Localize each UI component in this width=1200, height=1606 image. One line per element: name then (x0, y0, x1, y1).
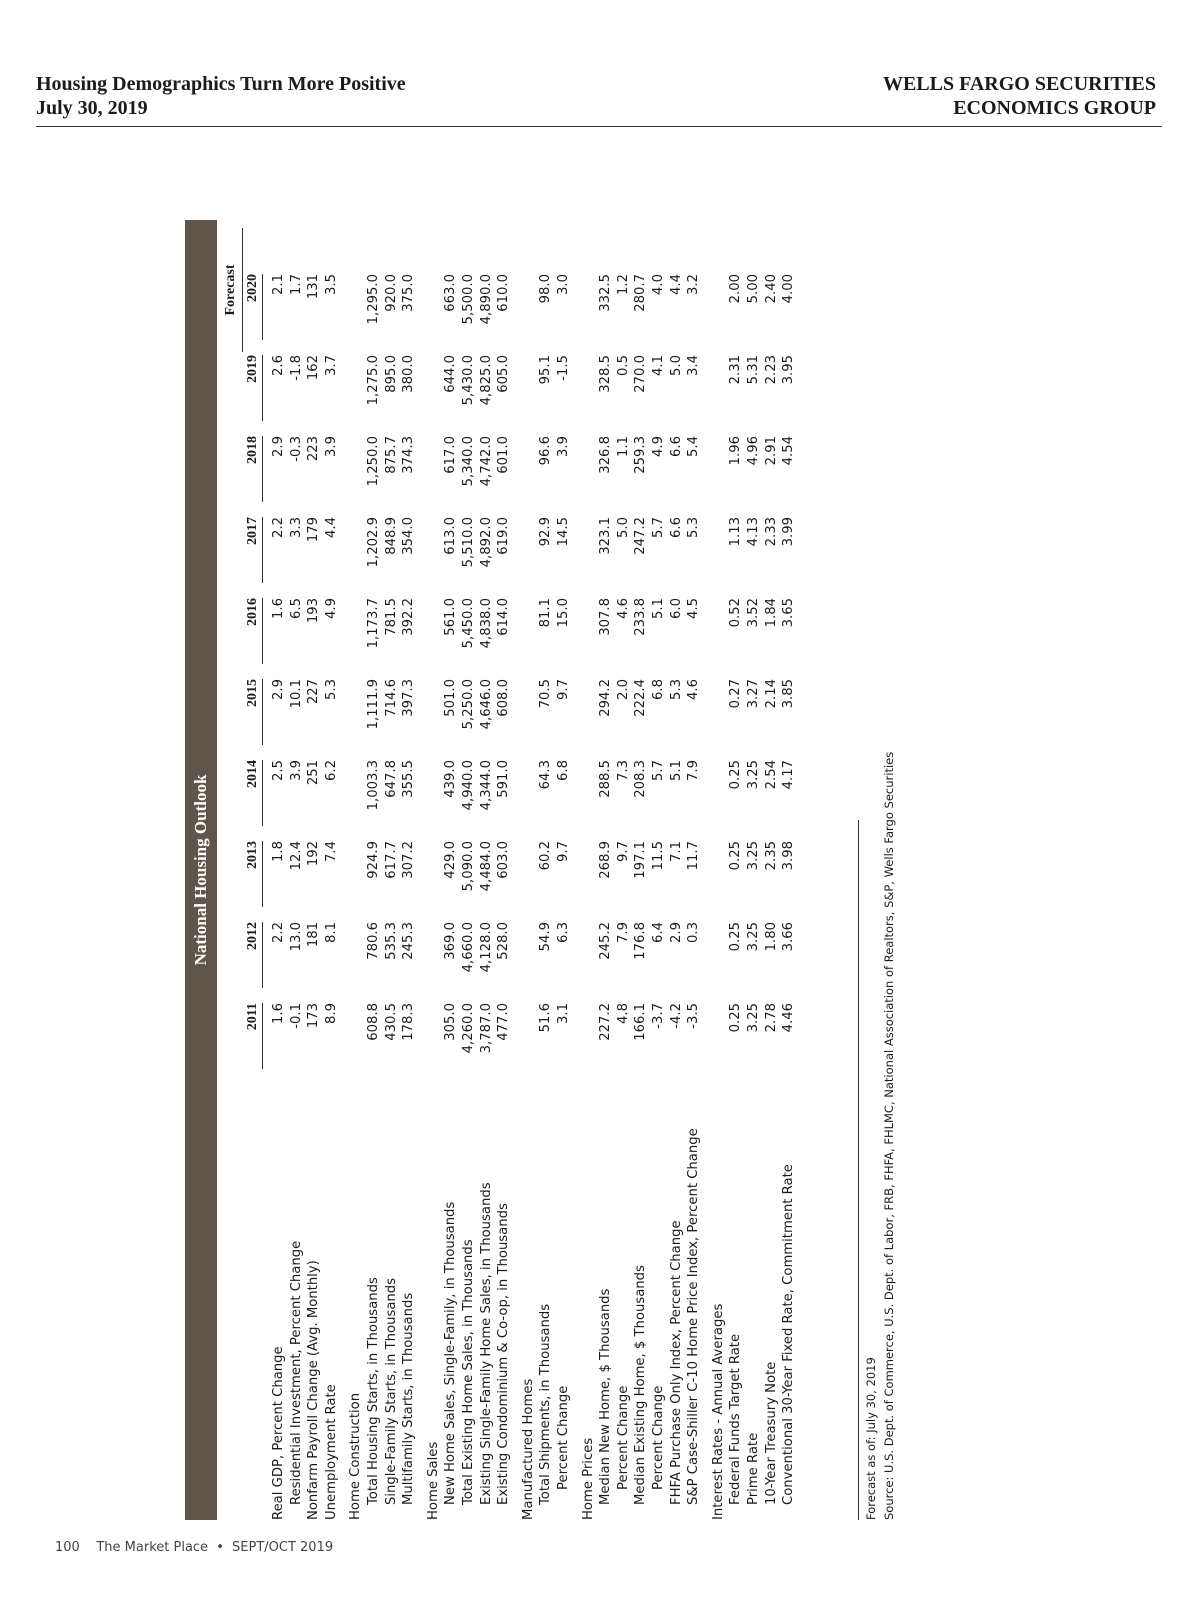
row-label: Median Existing Home, $ Thousands (633, 1265, 649, 1505)
table-cell: 4.4 (323, 517, 339, 538)
table-cell: 6.6 (668, 517, 684, 538)
table-cell: 245.2 (598, 922, 614, 960)
table-cell: 535.3 (383, 922, 399, 960)
table-cell: 2.2 (271, 922, 286, 943)
table-cell: -3.5 (686, 1003, 702, 1029)
document-title: Housing Demographics Turn More Positive (36, 73, 406, 95)
table-cell: 208.3 (633, 760, 649, 798)
row-label: Conventional 30-Year Fixed Rate, Commitment Rate (781, 1164, 797, 1505)
table-cell: 9.7 (556, 841, 571, 862)
table-cell: 5.31 (746, 355, 761, 385)
row-label: Median New Home, $ Thousands (598, 1288, 614, 1505)
table-cell: 92.9 (538, 517, 554, 547)
section-label: Home Construction (348, 1392, 364, 1520)
table-cell: 5,450.0 (461, 598, 476, 649)
table-cell: 7.9 (686, 760, 702, 781)
row-label: Prime Rate (746, 1432, 761, 1505)
table-cell: 610.0 (496, 274, 512, 312)
table-cell: 5,430.0 (461, 355, 476, 406)
table-cell: 4.46 (781, 1003, 797, 1033)
table-cell: 2.9 (271, 436, 286, 457)
table-cell: 233.8 (633, 598, 649, 636)
document-date: July 30, 2019 (36, 97, 148, 119)
table-cell: 6.6 (668, 436, 684, 457)
section-label: Home Sales (425, 1441, 441, 1520)
section-label: Manufactured Homes (520, 1378, 536, 1520)
table-title: National Housing Outlook (185, 220, 217, 1520)
table-cell: 2.40 (763, 274, 779, 304)
table-cell: 95.1 (538, 355, 554, 385)
year-header-2016: 2016 (245, 598, 263, 664)
table-cell: 614.0 (496, 598, 512, 636)
table-cell: 173 (306, 1003, 322, 1029)
year-header-2011: 2011 (245, 1003, 263, 1069)
table-cell: 4,838.0 (478, 598, 494, 649)
table-cell: 7.4 (323, 841, 339, 862)
table-bottom-divider (858, 820, 859, 1520)
table-cell: 4.5 (686, 598, 702, 619)
table-cell: 5.00 (746, 274, 761, 304)
table-cell: 4.6 (686, 679, 702, 700)
table-cell: 0.5 (615, 355, 631, 376)
table-cell: 4,660.0 (461, 922, 476, 973)
table-cell: 14.5 (556, 517, 571, 547)
table-cell: 528.0 (496, 922, 512, 960)
table-cell: 0.25 (728, 922, 744, 952)
table-cell: 2.0 (615, 679, 631, 700)
page-footer: 100 The Market Place • SEPT/OCT 2019 (55, 1540, 334, 1555)
table-cell: 4.00 (781, 274, 797, 304)
table-cell: 3.9 (556, 436, 571, 457)
table-cell: 3.95 (781, 355, 797, 385)
table-cell: 5.3 (323, 679, 339, 700)
table-cell: 3.3 (288, 517, 304, 538)
publication-name: The Market Place (96, 1540, 209, 1555)
table-cell: 1,275.0 (366, 355, 381, 406)
year-header-2020: 2020 (245, 274, 263, 340)
table-cell: 591.0 (496, 760, 512, 798)
table-cell: 3.9 (323, 436, 339, 457)
table-cell: 270.0 (633, 355, 649, 393)
table-cell: 0.25 (728, 760, 744, 790)
forecast-divider (242, 228, 243, 352)
table-cell: 1,202.9 (366, 517, 381, 568)
table-cell: 2.9 (271, 679, 286, 700)
table-cell: 223 (306, 436, 322, 462)
table-cell: 6.5 (288, 598, 304, 619)
table-cell: 3.25 (746, 922, 761, 952)
table-cell: 5.1 (668, 760, 684, 781)
table-cell: 332.5 (598, 274, 614, 312)
table-cell: 2.00 (728, 274, 744, 304)
table-cell: 10.1 (288, 679, 304, 709)
table-cell: 280.7 (633, 274, 649, 312)
table-cell: 2.9 (668, 922, 684, 943)
table-cell: 7.9 (615, 922, 631, 943)
table-cell: 920.0 (383, 274, 399, 312)
row-label: Existing Condominium & Co-op, in Thousands (496, 1203, 512, 1505)
table-cell: 3.52 (746, 598, 761, 628)
table-cell: 245.3 (401, 922, 417, 960)
row-label: Unemployment Rate (323, 1384, 339, 1520)
forecast-note: Forecast as of: July 30, 2019 (864, 1357, 878, 1520)
table-cell: 1.96 (728, 436, 744, 466)
table-cell: 3.25 (746, 760, 761, 790)
table-cell: 181 (306, 922, 322, 948)
source-note: Source: U.S. Dept. of Commerce, U.S. Dept. of Labor, FRB, FHFA, FHLMC, National Association of Realtors, S&P, Wells Fargo Securities (882, 751, 896, 1520)
table-cell: 9.7 (615, 841, 631, 862)
forecast-label: Forecast (223, 264, 238, 316)
org-name-line1: WELLS FARGO SECURITIES (882, 73, 1156, 95)
table-cell: 924.9 (366, 841, 381, 879)
table-cell: 848.9 (383, 517, 399, 555)
table-cell: 397.3 (401, 679, 417, 717)
table-cell: 354.0 (401, 517, 417, 555)
table-cell: 11.5 (651, 841, 666, 871)
table-cell: 4.9 (323, 598, 339, 619)
table-cell: 5.3 (668, 679, 684, 700)
table-cell: 439.0 (443, 760, 459, 798)
table-cell: 13.0 (288, 922, 304, 952)
row-label: FHFA Purchase Only Index, Percent Change (668, 1220, 684, 1505)
table-cell: 613.0 (443, 517, 459, 555)
table-cell: 2.23 (763, 355, 779, 385)
table-cell: 227 (306, 679, 322, 705)
table-cell: 4.9 (651, 436, 666, 457)
table-cell: 663.0 (443, 274, 459, 312)
table-cell: 5.0 (615, 517, 631, 538)
row-label: Single-Family Starts, in Thousands (383, 1277, 399, 1505)
table-cell: 0.3 (686, 922, 702, 943)
table-cell: 1,111.9 (366, 679, 381, 730)
table-cell: 4.13 (746, 517, 761, 547)
table-cell: 875.7 (383, 436, 399, 474)
table-cell: 98.0 (538, 274, 554, 304)
table-cell: 323.1 (598, 517, 614, 555)
table-cell: 8.9 (323, 1003, 339, 1024)
table-cell: 605.0 (496, 355, 512, 393)
year-header-2014: 2014 (245, 760, 263, 826)
table-cell: 227.2 (598, 1003, 614, 1041)
table-cell: 1.13 (728, 517, 744, 547)
year-header-2013: 2013 (245, 841, 263, 907)
table-cell: 1.84 (763, 598, 779, 628)
issue-date: SEPT/OCT 2019 (232, 1540, 334, 1555)
table-cell: 2.2 (271, 517, 286, 538)
table-cell: 561.0 (443, 598, 459, 636)
table-cell: 305.0 (443, 1003, 459, 1041)
table-cell: 2.31 (728, 355, 744, 385)
table-cell: 1.6 (271, 598, 286, 619)
header-divider (36, 126, 1162, 127)
table-cell: 166.1 (633, 1003, 649, 1041)
row-label: Federal Funds Target Rate (728, 1333, 744, 1505)
year-header-2018: 2018 (245, 436, 263, 502)
table-cell: 5.3 (686, 517, 702, 538)
table-cell: 12.4 (288, 841, 304, 871)
page-number: 100 (55, 1540, 80, 1555)
row-label: S&P Case-Shiller C-10 Home Price Index, Percent Change (686, 1128, 702, 1505)
table-cell: 369.0 (443, 922, 459, 960)
row-label: New Home Sales, Single-Family, in Thousands (443, 1201, 459, 1505)
table-cell: 781.5 (383, 598, 399, 636)
table-cell: 6.3 (556, 922, 571, 943)
row-label: Percent Change (556, 1385, 571, 1490)
table-cell: 3.98 (781, 841, 797, 871)
table-cell: 3.99 (781, 517, 797, 547)
table-cell: 1.2 (615, 274, 631, 295)
table-cell: 603.0 (496, 841, 512, 879)
table-cell: 0.52 (728, 598, 744, 628)
table-cell: 4.54 (781, 436, 797, 466)
table-cell: 780.6 (366, 922, 381, 960)
table-cell: 81.1 (538, 598, 554, 628)
table-cell: -0.1 (288, 1003, 304, 1029)
document-header-left (36, 72, 406, 120)
table-cell: 3.65 (781, 598, 797, 628)
table-cell: 4,940.0 (461, 760, 476, 811)
table-cell: 193 (306, 598, 322, 624)
table-cell: 4.96 (746, 436, 761, 466)
table-cell: 3.25 (746, 841, 761, 871)
table-cell: 3.85 (781, 679, 797, 709)
table-cell: 5,510.0 (461, 517, 476, 568)
table-cell: 4,892.0 (478, 517, 494, 568)
org-name-line2: ECONOMICS GROUP (953, 97, 1156, 119)
table-cell: 7.1 (668, 841, 684, 862)
table-cell: 2.14 (763, 679, 779, 709)
table-cell: 895.0 (383, 355, 399, 393)
table-cell: -1.8 (288, 355, 304, 381)
row-label: Total Housing Starts, in Thousands (366, 1277, 381, 1505)
table-cell: 501.0 (443, 679, 459, 717)
table-cell: 477.0 (496, 1003, 512, 1041)
table-cell: 1.6 (271, 1003, 286, 1024)
table-cell: 8.1 (323, 922, 339, 943)
table-cell: 70.5 (538, 679, 554, 709)
table-cell: 4.6 (615, 598, 631, 619)
table-cell: 4.1 (651, 355, 666, 376)
table-cell: -1.5 (556, 355, 571, 381)
table-cell: 374.3 (401, 436, 417, 474)
table-cell: 6.8 (651, 679, 666, 700)
table-cell: 259.3 (633, 436, 649, 474)
table-cell: 64.3 (538, 760, 554, 790)
row-label: Existing Single-Family Home Sales, in Thousands (478, 1182, 494, 1505)
table-cell: 131 (306, 274, 322, 300)
table-cell: 4,260.0 (461, 1003, 476, 1054)
table-cell: 3.1 (556, 1003, 571, 1024)
row-label: Residential Investment, Percent Change (288, 1240, 304, 1505)
table-cell: 6.2 (323, 760, 339, 781)
table-cell: 3.2 (686, 274, 702, 295)
table-cell: 1,003.3 (366, 760, 381, 811)
document-header-right (883, 72, 1156, 120)
year-header-2012: 2012 (245, 922, 263, 988)
table-cell: -4.2 (668, 1003, 684, 1029)
table-cell: 644.0 (443, 355, 459, 393)
table-cell: 5,250.0 (461, 679, 476, 730)
table-cell: 5.0 (668, 355, 684, 376)
table-cell: 5.7 (651, 517, 666, 538)
table-cell: 2.78 (763, 1003, 779, 1033)
table-cell: 1.7 (288, 274, 304, 295)
table-cell: 11.7 (686, 841, 702, 871)
table-cell: 307.8 (598, 598, 614, 636)
row-label: Percent Change (651, 1385, 666, 1490)
table-cell: 4.4 (668, 274, 684, 295)
row-label: Percent Change (615, 1385, 631, 1490)
table-cell: 4,484.0 (478, 841, 494, 892)
table-cell: 601.0 (496, 436, 512, 474)
table-cell: 3.66 (781, 922, 797, 952)
table-cell: 2.5 (271, 760, 286, 781)
table-cell: 1.80 (763, 922, 779, 952)
table-cell: 380.0 (401, 355, 417, 393)
year-header-2015: 2015 (245, 679, 263, 745)
table-cell: 6.4 (651, 922, 666, 943)
table-cell: 608.8 (366, 1003, 381, 1041)
table-cell: 9.7 (556, 679, 571, 700)
section-label: Home Prices (580, 1437, 596, 1520)
table-cell: 4,646.0 (478, 679, 494, 730)
table-cell: 714.6 (383, 679, 399, 717)
table-cell: 3.9 (288, 760, 304, 781)
table-cell: 617.0 (443, 436, 459, 474)
table-cell: -0.3 (288, 436, 304, 462)
table-cell: 251 (306, 760, 322, 786)
table-cell: 5.1 (651, 598, 666, 619)
table-cell: 1.1 (615, 436, 631, 457)
table-cell: 179 (306, 517, 322, 543)
table-cell: 1.8 (271, 841, 286, 862)
row-label: Total Shipments, in Thousands (538, 1303, 554, 1505)
row-label: Real GDP, Percent Change (271, 1346, 286, 1520)
table-cell: 4.17 (781, 760, 797, 790)
table-cell: 0.25 (728, 1003, 744, 1033)
table-cell: -3.7 (651, 1003, 666, 1029)
table-cell: 3.5 (323, 274, 339, 295)
table-cell: 294.2 (598, 679, 614, 717)
table-cell: 176.8 (633, 922, 649, 960)
table-cell: 7.3 (615, 760, 631, 781)
table-cell: 54.9 (538, 922, 554, 952)
row-label: 10-Year Treasury Note (763, 1361, 779, 1505)
table-cell: 162 (306, 355, 322, 381)
table-cell: 60.2 (538, 841, 554, 871)
table-cell: 6.0 (668, 598, 684, 619)
table-cell: 647.8 (383, 760, 399, 798)
table-cell: 4,344.0 (478, 760, 494, 811)
table-cell: 3,787.0 (478, 1003, 494, 1054)
table-cell: 5.7 (651, 760, 666, 781)
table-cell: 247.2 (633, 517, 649, 555)
table-cell: 197.1 (633, 841, 649, 879)
table-cell: 178.3 (401, 1003, 417, 1041)
table-cell: 328.5 (598, 355, 614, 393)
table-cell: 3.0 (556, 274, 571, 295)
table-cell: 429.0 (443, 841, 459, 879)
table-cell: 3.7 (323, 355, 339, 376)
table-cell: 392.2 (401, 598, 417, 636)
table-cell: 3.4 (686, 355, 702, 376)
table-cell: 430.5 (383, 1003, 399, 1041)
table-cell: 2.33 (763, 517, 779, 547)
row-label: Total Existing Home Sales, in Thousands (461, 1239, 476, 1505)
table-cell: 2.35 (763, 841, 779, 871)
table-cell: 288.5 (598, 760, 614, 798)
table-cell: 1,250.0 (366, 436, 381, 487)
table-cell: 2.54 (763, 760, 779, 790)
table-cell: 0.25 (728, 841, 744, 871)
housing-outlook-table (185, 220, 896, 1520)
table-cell: 5,090.0 (461, 841, 476, 892)
table-cell: 4,890.0 (478, 274, 494, 325)
table-cell: 617.7 (383, 841, 399, 879)
table-cell: 375.0 (401, 274, 417, 312)
row-label: Multifamily Starts, in Thousands (401, 1292, 417, 1505)
table-cell: 15.0 (556, 598, 571, 628)
table-cell: 355.5 (401, 760, 417, 798)
table-cell: 0.27 (728, 679, 744, 709)
table-cell: 4.0 (651, 274, 666, 295)
table-cell: 2.91 (763, 436, 779, 466)
row-label: Nonfarm Payroll Change (Avg. Monthly) (306, 1260, 322, 1520)
table-cell: 3.25 (746, 1003, 761, 1033)
table-cell: 192 (306, 841, 322, 867)
table-cell: 6.8 (556, 760, 571, 781)
table-cell: 96.6 (538, 436, 554, 466)
table-cell: 307.2 (401, 841, 417, 879)
table-cell: 4,128.0 (478, 922, 494, 973)
table-cell: 608.0 (496, 679, 512, 717)
table-cell: 1,173.7 (366, 598, 381, 649)
table-cell: 222.4 (633, 679, 649, 717)
table-cell: 2.6 (271, 355, 286, 376)
table-cell: 1,295.0 (366, 274, 381, 325)
table-cell: 4,825.0 (478, 355, 494, 406)
year-header-2019: 2019 (245, 355, 263, 421)
table-cell: 5,500.0 (461, 274, 476, 325)
table-cell: 3.27 (746, 679, 761, 709)
table-cell: 51.6 (538, 1003, 554, 1033)
table-cell: 268.9 (598, 841, 614, 879)
table-cell: 5,340.0 (461, 436, 476, 487)
table-cell: 5.4 (686, 436, 702, 457)
year-header-2017: 2017 (245, 517, 263, 583)
table-cell: 326.8 (598, 436, 614, 474)
table-cell: 619.0 (496, 517, 512, 555)
section-label: Interest Rates - Annual Averages (710, 1303, 726, 1520)
table-cell: 4,742.0 (478, 436, 494, 487)
table-cell: 4.8 (615, 1003, 631, 1024)
table-cell: 2.1 (271, 274, 286, 295)
